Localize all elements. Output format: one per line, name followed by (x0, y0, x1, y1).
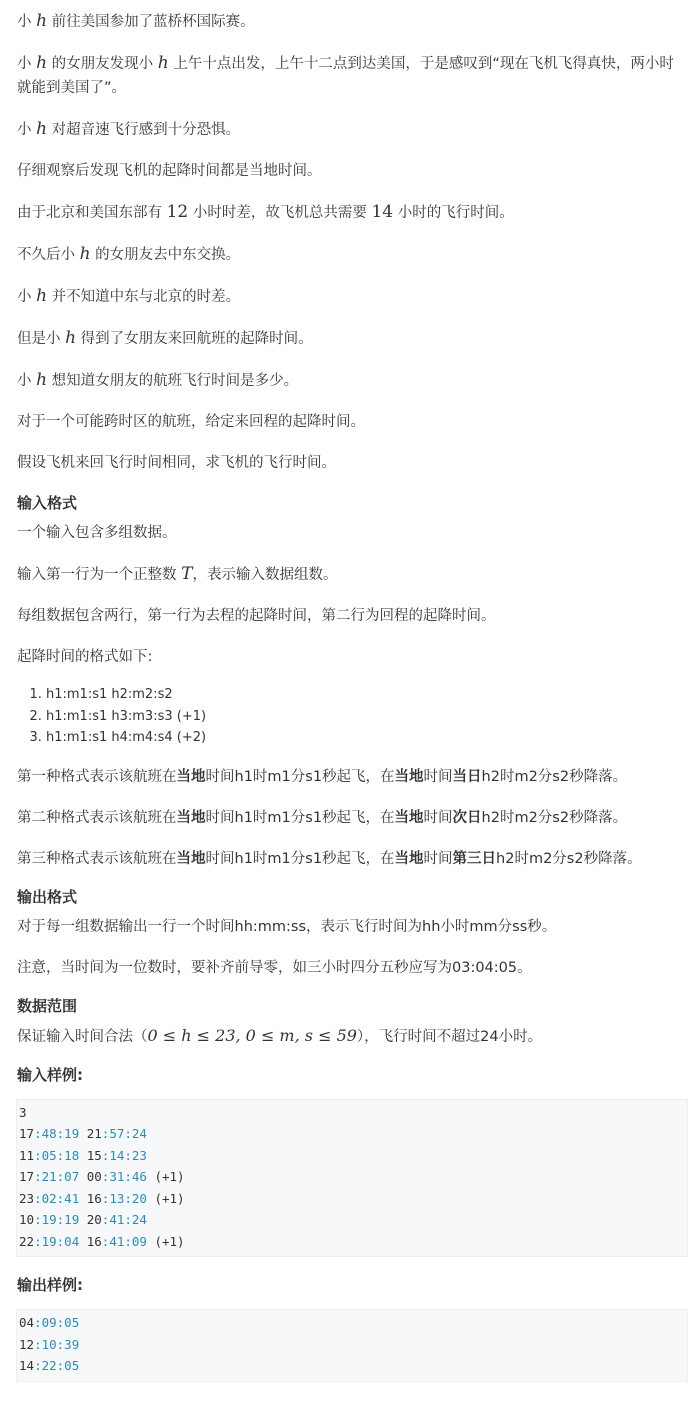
text: 小时时差，故飞机总共需要 (188, 205, 372, 221)
bold-text: 当地 (176, 768, 206, 785)
bold-text: 当地 (176, 850, 206, 867)
text: 保证输入时间合法（ (17, 1028, 148, 1045)
bold-text: 当日 (452, 768, 482, 785)
math-h: h (157, 53, 169, 73)
code-line: 14:22:05 (19, 1358, 80, 1373)
input-format-p1: 一个输入包含多组数据。 (17, 525, 177, 541)
format-desc-2 (17, 806, 679, 830)
text: 时间 (423, 809, 453, 826)
text: 时间 (423, 850, 453, 867)
para-7 (17, 284, 679, 309)
format-desc-1 (17, 765, 679, 789)
text: 对超音速飞行感到十分恐惧。 (47, 122, 241, 138)
bold-text: 次日 (452, 809, 482, 826)
text: 第二种格式表示该航班在 (17, 809, 177, 826)
math-number: 14 (371, 202, 394, 222)
input-format-p3: 每组数据包含两行，第一行为去程的起降时间，第二行为回程的起降时间。 (17, 608, 496, 624)
format-desc-3 (17, 847, 679, 871)
text: 时间h1时m1分s1秒起飞，在 (205, 850, 395, 867)
para-9 (17, 368, 679, 393)
sample-output-block (16, 1309, 688, 1382)
code-line: 04:09:05 (19, 1315, 80, 1330)
code-line: 17:21:07 00:31:46 (+1) (19, 1169, 185, 1184)
para-8 (17, 326, 679, 351)
text: 由于北京和美国东部有 (17, 205, 167, 221)
code-line: 12:10:39 (19, 1336, 80, 1352)
sample-input-block (16, 1099, 688, 1258)
output-format-p2: 注意，当时间为一位数时，要补齐前导零，如三小时四分五秒应写为03:04:05。 (17, 959, 532, 976)
text: 输入第一行为一个正整数 (17, 567, 182, 583)
code-line: 10:19:19 20:41:24 (19, 1212, 147, 1227)
text: 第一种格式表示该航班在 (17, 768, 177, 785)
text: h2时m2分s2秒降落。 (481, 768, 628, 785)
para-5 (17, 200, 679, 225)
math-h: h (79, 244, 91, 264)
math-number: 12 (166, 202, 189, 222)
input-format-p4: 起降时间的格式如下: (17, 649, 153, 665)
para-11: 假设飞机来回飞行时间相同，求飞机的飞行时间。 (17, 455, 336, 471)
format-list (17, 684, 679, 749)
para-3 (17, 117, 679, 142)
list-item: 3. h1:m1:s1 h4:m4:s4 (+2) (46, 727, 679, 749)
input-format-heading: 输入格式 (17, 494, 78, 512)
text: 小 (17, 14, 37, 30)
math-range: 0 ≤ h ≤ 23, 0 ≤ m, s ≤ 59 (147, 1025, 357, 1045)
para-6 (17, 242, 679, 267)
para-10: 对于一个可能跨时区的航班，给定来回程的起降时间。 (17, 414, 365, 430)
bold-text: 当地 (176, 809, 206, 826)
output-format-heading: 输出格式 (17, 887, 78, 906)
list-item: 1. h1:m1:s1 h2:m2:s2 (46, 684, 679, 706)
text: ，表示输入数据组数。 (192, 567, 338, 583)
text: ），飞行时间不超过24小时。 (356, 1028, 543, 1045)
input-format-p2 (17, 562, 679, 587)
bold-text: 当地 (394, 850, 424, 867)
problem-statement (0, 9, 679, 1382)
math-h: h (36, 286, 48, 306)
text: 上午十点出发，上午十二点到达美国，于是感叹到“现在飞机飞得真快，两小时就能到美国了”。 (17, 56, 674, 96)
sample-output-heading: 输出样例: (17, 1276, 83, 1294)
code-line: 17:48:19 21:57:24 (19, 1126, 147, 1141)
text: 前往美国参加了蓝桥杯国际赛。 (47, 14, 255, 30)
text: 小时的飞行时间。 (393, 205, 514, 221)
text: 小 (17, 56, 37, 72)
text: 时间h1时m1分s1秒起飞，在 (205, 768, 395, 785)
text: 但是小 (17, 331, 66, 347)
bold-text: 当地 (394, 809, 424, 826)
sample-input-heading: 输入样例: (17, 1065, 83, 1084)
code-line: 23:02:41 16:13:20 (+1) (19, 1190, 185, 1206)
text: 小 (17, 122, 37, 138)
math-T: T (181, 564, 193, 584)
text: 想知道女朋友的航班飞行时间是多少。 (47, 373, 299, 389)
math-h: h (36, 119, 48, 139)
range-heading: 数据范围 (17, 996, 78, 1015)
para-2 (17, 51, 679, 100)
para-1 (17, 9, 679, 34)
text: 得到了女朋友来回航班的起降时间。 (76, 331, 313, 347)
code-line: 3 (19, 1104, 27, 1120)
text: 第三种格式表示该航班在 (17, 850, 177, 867)
math-h: h (36, 11, 48, 31)
range-text (17, 1024, 679, 1049)
text: 不久后小 (17, 247, 80, 263)
text: 时间 (423, 768, 453, 785)
bold-text: 第三日 (452, 850, 497, 867)
math-h: h (36, 53, 48, 73)
output-format-p1: 对于每一组数据输出一行一个时间hh:mm:ss，表示飞行时间为hh小时mm分ss秒。 (17, 918, 557, 935)
math-h: h (65, 328, 77, 348)
text: 的女朋友去中东交换。 (90, 247, 241, 263)
text: 的女朋友发现小 (47, 56, 158, 72)
text: 时间h1时m1分s1秒起飞，在 (205, 809, 395, 826)
code-line: 11:05:18 15:14:23 (19, 1147, 147, 1163)
math-h: h (36, 370, 48, 390)
text: h2时m2分s2秒降落。 (481, 809, 628, 826)
para-4: 仔细观察后发现飞机的起降时间都是当地时间。 (17, 163, 322, 179)
text: 小 (17, 373, 37, 389)
text: 并不知道中东与北京的时差。 (47, 289, 241, 305)
list-item: 2. h1:m1:s1 h3:m3:s3 (+1) (46, 706, 679, 728)
text: 小 (17, 289, 37, 305)
bold-text: 当地 (394, 768, 424, 785)
text: h2时m2分s2秒降落。 (496, 850, 642, 867)
code-line: 22:19:04 16:41:09 (+1) (19, 1233, 185, 1249)
